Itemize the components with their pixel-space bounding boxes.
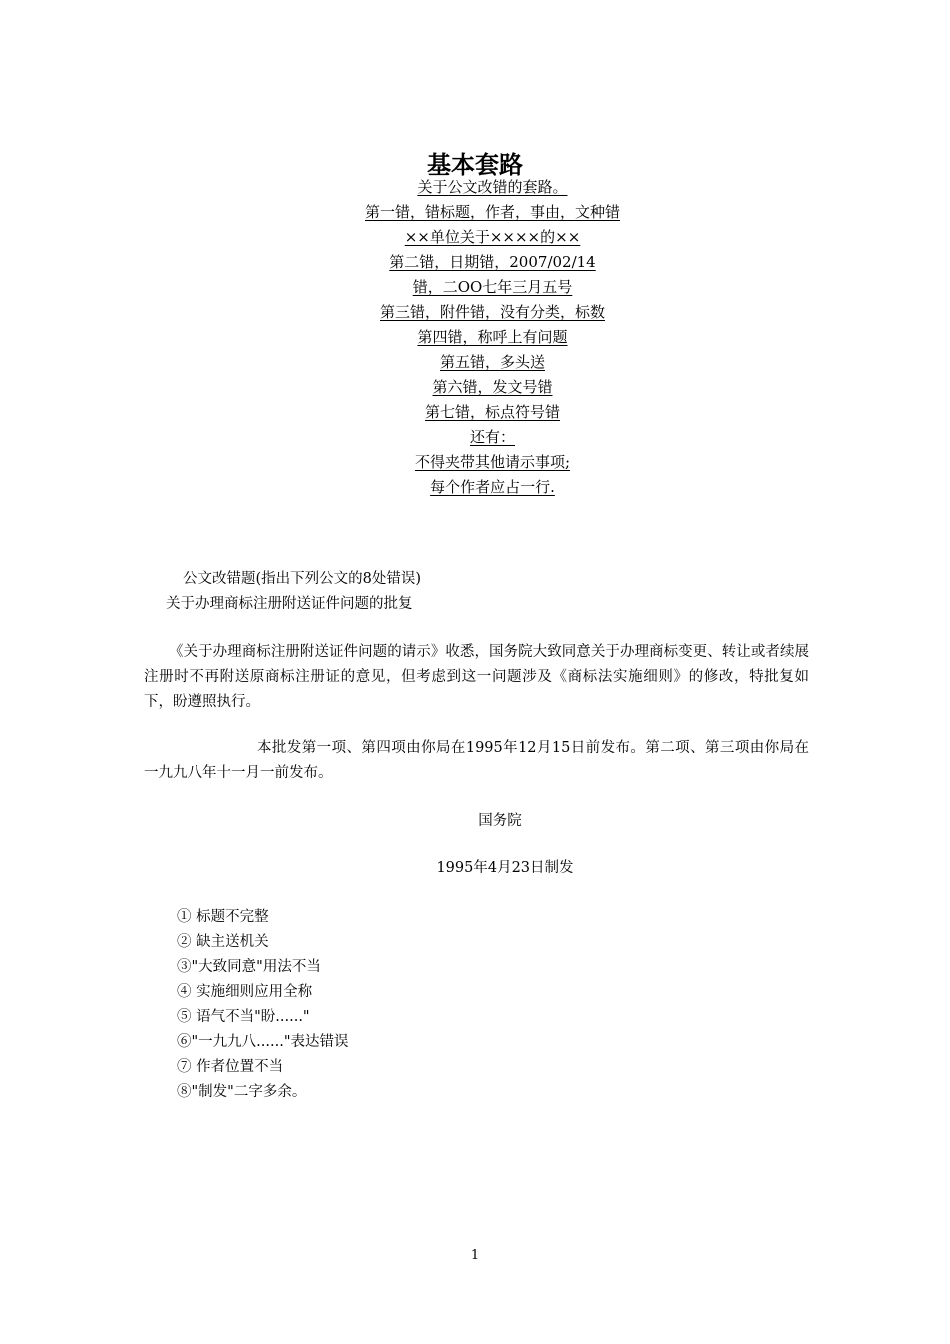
signature: 国务院 <box>478 813 522 829</box>
list-item <box>0 200 950 225</box>
checklist-item-text: 还有： <box>469 428 515 446</box>
page-number: 1 <box>470 1248 480 1263</box>
checklist-item-text: 第四错，称呼上有问题 <box>417 328 568 346</box>
checklist-item-text: 第二错，日期错，2007/02/14 <box>389 253 596 271</box>
list-item <box>0 325 950 350</box>
list-item: ⑦ 作者位置不当 <box>177 1059 284 1075</box>
list-item: ⑥"一九九八......"表达错误 <box>177 1034 349 1050</box>
checklist-item-text: 第五错，多头送 <box>439 353 545 371</box>
checklist-item-text: 第一错，错标题，作者，事由，文种错 <box>364 203 620 221</box>
page-title: 基本套路 <box>427 151 523 180</box>
list-item <box>0 475 950 500</box>
list-item <box>0 350 950 375</box>
list-item <box>0 250 950 275</box>
checklist-item-text: 不得夹带其他请示事项; <box>414 453 571 471</box>
checklist-item-text: 第六错，发文号错 <box>432 378 553 396</box>
checklist-item-text: 每个作者应占一行. <box>430 478 555 496</box>
checklist-item-text: 第三错，附件错，没有分类，标数 <box>379 303 605 321</box>
checklist-item-text: ××单位关于××××的×× <box>404 228 581 246</box>
list-item <box>0 375 950 400</box>
checklist <box>0 175 950 500</box>
list-item: ② 缺主送机关 <box>177 934 269 950</box>
list-item: ① 标题不完整 <box>177 909 269 925</box>
list-item: ⑤ 语气不当"盼......" <box>177 1009 310 1025</box>
list-item <box>0 300 950 325</box>
list-item: ③"大致同意"用法不当 <box>177 959 321 975</box>
document-date: 1995年4月23日制发 <box>436 860 574 876</box>
exercise-heading: 公文改错题(指出下列公文的8处错误) <box>183 571 422 587</box>
exercise-paragraph-1: 《关于办理商标注册附送证件问题的请示》收悉，国务院大致同意关于办理商标变更、转让或者续展注册时不再附送原商标注册证的意见，但考虑到这一问题涉及《商标法实施细则》的修改，特批复如下，盼遵照执行。 <box>144 644 809 710</box>
checklist-item-text: 关于公文改错的套路。 <box>417 178 568 196</box>
list-item <box>0 400 950 425</box>
checklist-item-text: 第七错，标点符号错 <box>424 403 560 421</box>
list-item <box>0 450 950 475</box>
checklist-item-text: 错，二OO七年三月五号 <box>412 278 573 296</box>
list-item <box>0 175 950 200</box>
list-item <box>0 225 950 250</box>
exercise-doc-title: 关于办理商标注册附送证件问题的批复 <box>166 596 413 612</box>
list-item: ④ 实施细则应用全称 <box>177 984 313 1000</box>
list-item: ⑧"制发"二字多余。 <box>177 1084 307 1100</box>
list-item <box>0 425 950 450</box>
exercise-paragraph-2: 本批发第一项、第四项由你局在1995年12月15日前发布。第二项、第三项由你局在一九九八年十一月一前发布。 <box>144 740 809 781</box>
answer-list <box>177 905 349 1105</box>
list-item <box>0 275 950 300</box>
